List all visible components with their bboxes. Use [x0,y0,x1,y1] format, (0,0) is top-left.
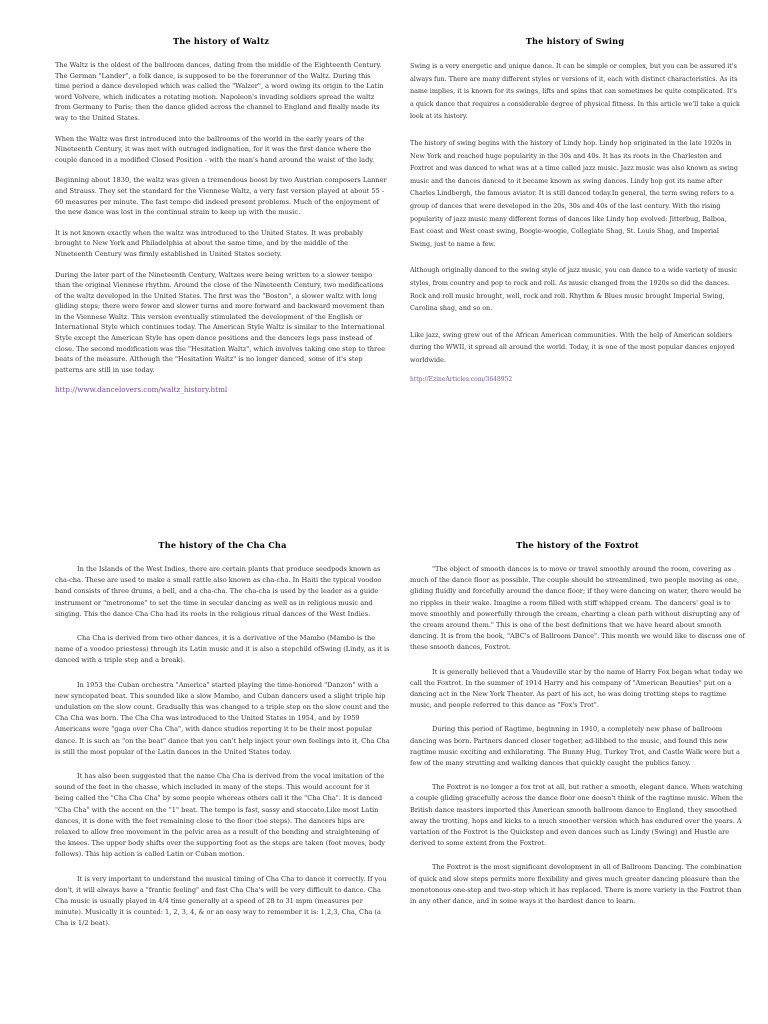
chacha-paragraph: It has also been suggested that the name Cha Cha is derived from the vocal imitation of the sound of the feet in the chasse, which included in many of the steps. This would account for it being called the "Cha Cha Cha" by some people whereas others call it the "Cha Cha". It is danced "Cha Cha" with the accent on the "1" beat. The tempo is fast, sassy and staccato.Like most Latin dances, it is done with the feet remaining close to the floor (toe steps). The dancers hips are relaxed to allow free movement in the pelvic area as a result of the bending and straightening of the knees. The upper body shifts over the supporting foot as the steps are taken (foot moves, body follows). This hip action is called Latin or Cuban motion. [55,772,386,859]
waltz-paragraph: It is not known exactly when the waltz was introduced to the United States. It was probably brought to New York and Philadelphia at about the same time, and by the middle of the Nineteenth Century was firmly established in United States society. [55,228,363,258]
swing-paragraph: Swing is a very energetic and unique dance. It can be simple or complex, but you can be assured it's always fun. There are many different styles or versions of it, each with distinct characteristics. As its name implies, it is known for its swings, lifts and spins that can sometimes be quite complicated. It's a quick dance that requires a considerable degree of physical fitness. In this article we'll take a quick look at its history. [410,62,740,121]
foxtrot-paragraph: During this period of Ragtime, beginning in 1910, a completely new phase of ballroom dancing was born. Partners danced closer together, ad-libbed to the music, and found this new ragtime music exciting and exhilarating. The Bunny Hug, Turkey Trot, and Castle Walk were but a few of the many strutting and walking dances that quickly caught the publics fancy. [410,725,740,768]
foxtrot-paragraph: The Foxtrot is no longer a fox trot at all, but rather a smooth, elegant dance. When watching a couple gliding gracefully across the dance floor one doesn't think of the ragtime music. When the British dance masters imported this American smooth ballroom dance to England, they smoothed away the trotting, hops and kicks to a much smoother version which has endured over the years. A variation of the Foxtrot is the Quickstep and even dances such as Lindy (Swing) and Hustle are derived to some extent from the Foxtrot. [410,783,743,848]
waltz-paragraph: During the later part of the Nineteenth Century, Waltzes were being written to a slower tempo than the original Viennese rhythm. Around the close of the Nineteenth Century, two modifications of the waltz developed in the United States. The first was the "Boston", a slower waltz with long gliding steps; there were fewer and slower turns and more forward and backward movement than in the Viennese Waltz. This version eventually stimulated the development of the English or International Style which continues today. The American Style Waltz is similar to the International Style except the American Style has open dance positions and the dancers legs pass instead of close. The second modification was the "Hesitation Waltz", which involves taking one step to three beats of the measure. Although the "Hesitation Waltz" is no longer danced, some of it's step patterns are still in use today. [55,270,386,374]
waltz-paragraph: When the Waltz was first introduced into the ballrooms of the world in the early years of the Nineteenth Century, it was met with outraged indignation, for it was the first dance where the couple danced in a modified Closed Position - with the man's hand around the waist of the lady. [55,134,375,164]
chacha-paragraph: In 1953 the Cuban orchestra "America" started playing the time-honored "Danzon" with a new syncopated beat. This sounded like a slow Mambo, and Cuban dancers used a slight triple hip undulation on the slow count. Gradually this was changed to a triple step on the slow count and the Cha Cha was born. The Cha Cha was introduced to the United States in 1954, and by 1959 Americans were "gaga over Cha Cha", with dance studios reporting it to be their most popular dance. It is such an "on the beat" dance that you can't help inject your own feelings into it, Cha Cha is still the most popular of the Latin dances in the United States today. [55,680,390,756]
chacha-title: The history of the Cha Cha [158,540,287,550]
chacha-paragraph: In the Islands of the West Indies, there are certain plants that produce seedpods known as cha-cha. These are used to make a small rattle also known as cha-cha. In Haiti the typical voodoo band consists of three drums, a bell, and a cha-cha. The cha-cha is used by the leader as a guide instrument or "metronome" to set the time in secular dancing as well as in religious music and singing. This the dance Cha Cha had its roots in the religious ritual dances of the West Indies. [55,565,382,618]
swing-source-link[interactable]: http://EzineArticles.com/3648952 [410,376,513,384]
foxtrot-section [410,540,745,920]
chacha-paragraph: Cha Cha is derived from two other dances, it is a derivative of the Mambo (Mambo is the name of a voodoo priestess) through its Latin music and it is also a stepchild ofSwing (Lindy, as it is danced with a triple step and a break). [55,634,390,665]
swing-paragraph: The history of swing begins with the history of Lindy hop. Lindy hop originated in the late 1920s in New York and reached huge popularity in the 30s and 40s. It has its roots in the Charleston and Foxtrot and was danced to what was at a time called jazz music. Jazz music was also known as swing music and the dances danced to it became known as swing dances. Lindy hop got its name after Charles Lindbergh, the famous aviator. It is still danced today.In general, the term swing refers to a group of dances that were developed in the 20s, 30s and 40s of the last century. With the rising popularity of jazz music many different forms of dances like Lindy hop evolved: Jitterbug, Balboa, East coast and West coast swing, Boogie-woogie, Collegiate Shag, St. Louis Shag, and Imperial Swing, just to name a few. [410,138,739,248]
foxtrot-paragraph: The Foxtrot is the most significant development in all of Ballroom Dancing. The combination of quick and slow steps permits more flexibility and gives much greater dancing pleasure than the monotonous one-step and two-step which it has replaced. There is more variety in the Foxtrot than in any other dance, and in some ways it the hardest dance to learn. [410,863,742,906]
chacha-paragraph: It is very important to understand the musical timing of Cha Cha to dance it correctly. If you don't, it will always have a "frantic feeling" and fast Cha Cha's will be very difficult to dance. Cha Cha music is usually played in 4/4 time generally at a speed of 28 to 31 mpm (measures per minute). Musically it is counted: 1, 2, 3, 4, & or an easy way to remember it is: 1,2,3, Cha, Cha (a Cha is 1/2 beat). [55,874,387,928]
waltz-paragraph: Beginning about 1830, the waltz was given a tremendous boost by two Austrian composers Lanner and Strauss. They set the standard for the Viennese Waltz, a very fast version played at about 55 - 60 measures per minute. The fast tempo did indeed present problems. Much of the enjoyment of the new dance was lost in the continual strain to keep up with the music. [55,176,387,217]
swing-paragraph: Like jazz, swing grew out of the African American communities. With the help of American soldiers during the WWII, it spread all around the world. Today, it is one of the most popular dances enjoyed worldwide. [410,330,735,364]
waltz-section [55,36,387,394]
swing-title: The history of Swing [525,36,625,46]
foxtrot-paragraph: It is generally believed that a Vaudeville star by the name of Harry Fox began what today we call the Foxtrot. In the summer of 1914 Harry and his company of "American Beauties" put on a dancing act in the New York Theater. As part of his act, he was doing trotting steps to ragtime music, and people referred to this dance as "Fox's Trot". [410,667,743,710]
swing-paragraph: Although originally danced to the swing style of jazz music, you can dance to a wide variety of music styles, from country and pop to rock and roll. As music changed from the 1920s so did the dances. Rock and roll music brought, well, rock and roll. Rhythm & Blues music brought Imperial Swing, Carolina shag, and so on. [410,266,738,313]
swing-section [410,36,740,383]
foxtrot-paragraph: "The object of smooth dances is to move or travel smoothly around the room, covering as much of the dance floor as possible. The couple should be streamlined, two people moving as one, gliding fluidly and forcefully around the dance floor; if they were dancing on water, there would be no ripples in their wake. Imagine a room filled with stiff whipped cream. The dancers' goal is to move smoothly and powerfully through the cream, charting a clean path without disrupting any of the cream around them." This is one of the best definitions that we have heard about smooth dancing. It is from the book, "ABC's of Ballroom Dance". This month we would like to discuss one of these smooth dances, Foxtrot. [410,565,745,652]
waltz-source-link[interactable]: http://www.dancelovers.com/waltz_history.html [55,385,228,395]
waltz-paragraph: The Waltz is the oldest of the ballroom dances, dating from the middle of the Eighteenth Century. The German "Lander", a folk dance, is supposed to be the forerunner of the Waltz. During this time period a dance developed which was called the "Walzer", a word owing its origin to the Latin word Volvere, which indicates a rotating motion. Napoleon's invading soldiers spread the waltz from Germany to Paris; then the dance glided across the channel to England and finally made its way to the United States. [55,61,384,122]
chacha-section [55,540,390,943]
waltz-title: The history of Waltz [172,36,270,46]
foxtrot-title: The history of the Foxtrot [516,540,639,550]
